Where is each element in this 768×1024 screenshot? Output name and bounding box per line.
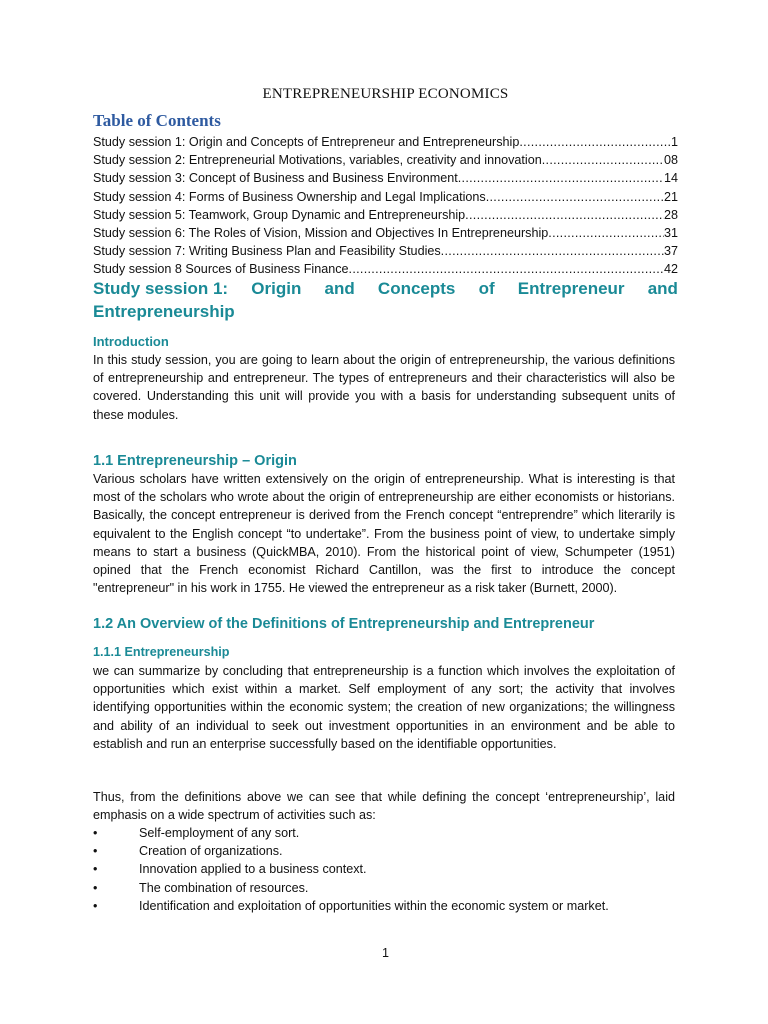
toc-leader-dots [542,151,664,169]
toc-entry[interactable] [93,169,678,187]
toc-entry-text: Study session 8 Sources of Business Finance [93,262,349,277]
section-1-1-1-paragraph: we can summarize by concluding that entrepreneurship is a function which involves the exploitation of opportunities which exist within a market. Self employment of any sort; the activity that involves identifying opportunities within the economic system; the creation of new organizations; the willingness and ability of an individual to seek out investment opportunities in an environment and be able to establish and run an enterprise successfully based on the identifiable opportunities. [93,664,675,751]
toc-leader-dots [349,260,664,278]
list-item-text: Innovation applied to a business context. [139,862,367,877]
toc-leader-dots [548,224,664,242]
toc-entry[interactable] [93,206,678,224]
toc-title: Table of Contents [93,111,221,130]
study-session-heading [93,277,678,323]
study-session-heading-line1 [93,277,678,300]
document-title: ENTREPRENEURSHIP ECONOMICS [262,86,509,102]
list-item [93,860,675,878]
toc-entry[interactable] [93,188,678,206]
toc-entry-text: Study session 5: Teamwork, Group Dynamic and Entrepreneurship [93,207,466,222]
bullet-icon: • [93,880,98,895]
toc-entry[interactable] [93,224,678,242]
toc-entry-page: 42 [663,262,678,277]
list-item-text: Creation of organizations. [139,844,283,859]
toc-entry-page: 28 [663,207,678,222]
list-item [93,879,675,897]
toc-entry[interactable] [93,242,678,260]
heading-word: of [478,279,495,298]
toc-leader-dots [465,206,664,224]
list-item-text: The combination of resources. [139,880,309,895]
toc-entry[interactable] [93,260,678,278]
section-1-2-heading: 1.2 An Overview of the Definitions of Entrepreneurship and Entrepreneur [93,616,595,632]
toc-entry-page: 1 [670,135,678,149]
table-of-contents [93,133,678,279]
bullet-icon: • [93,844,98,859]
heading-word: and [324,279,355,298]
toc-entry-text: Study session 7: Writing Business Plan and Feasibility Studies [93,244,441,259]
toc-entry-text: Study session 3: Concept of Business and Business Environment [93,171,458,186]
activities-list [93,824,675,915]
toc-entry-page: 37 [663,244,678,259]
section-1-1-heading: 1.1 Entrepreneurship – Origin [93,453,297,469]
toc-leader-dots [519,133,671,151]
toc-entry-page: 08 [663,153,678,168]
list-item-text: Identification and exploitation of opportunities within the economic system or market. [139,898,609,913]
toc-entry[interactable] [93,151,678,169]
toc-entry-page: 14 [663,171,678,186]
section-1-1-1-heading: 1.1.1 Entrepreneurship [93,645,230,659]
bullet-icon: • [93,862,98,877]
toc-leader-dots [486,188,664,206]
heading-word: Entrepreneur [517,279,625,298]
bullet-icon: • [93,826,98,840]
toc-entry-text: Study session 4: Forms of Business Ownership and Legal Implications [93,189,486,204]
heading-word: Study session 1: [93,279,229,298]
list-item-text: Self-employment of any sort. [139,826,300,840]
list-item [93,824,675,842]
section-1-1-1-paragraph-2: Thus, from the definitions above we can see that while defining the concept ‘entrepreneurship’, laid emphasis on a wide spectrum of activities such as: [93,790,675,823]
introduction-paragraph: In this study session, you are going to learn about the origin of entrepreneurship, the various definitions of entrepreneurship and entrepreneur. The types of entrepreneurs and their characteristics will also be covered. Understanding this unit will provide you with a basis for understanding subsequent units of these modules. [93,353,675,422]
toc-entry[interactable] [93,133,678,151]
heading-word: and [647,279,678,298]
bullet-icon: • [93,898,98,913]
page-number: 1 [381,946,389,960]
toc-entry-text: Study session 2: Entrepreneurial Motivations, variables, creativity and innovation [93,153,542,168]
heading-word: Concepts [377,279,456,298]
introduction-heading: Introduction [93,334,169,349]
toc-leader-dots [441,242,664,260]
toc-leader-dots [458,169,664,187]
heading-word: Origin [251,279,302,298]
list-item [93,842,675,860]
section-1-1-paragraph: Various scholars have written extensively on the origin of entrepreneurship. What is interesting is that most of the scholars who wrote about the origin of entrepreneurship are either economists or historians. Basically, the concept entrepreneur is derived from the French concept “entreprendre” which literarily is equivalent to the English concept “to undertake”. From the business point of view, to undertake simply means to start a business (QuickMBA, 2010). From the historical point of view, Schumpeter (1951) opined that the French economist Richard Cantillon, was the first to introduce the concept "entrepreneur" in his work in 1755. He viewed the entrepreneur as a risk taker (Burnett, 2000). [93,472,675,596]
study-session-heading-line2: Entrepreneurship [93,302,235,321]
toc-entry-page: 31 [663,225,678,240]
toc-entry-text: Study session 1: Origin and Concepts of Entrepreneur and Entrepreneurship [93,135,520,149]
toc-entry-text: Study session 6: The Roles of Vision, Mission and Objectives In Entrepreneurship [93,225,549,240]
list-item [93,897,675,915]
toc-entry-page: 21 [663,189,678,204]
